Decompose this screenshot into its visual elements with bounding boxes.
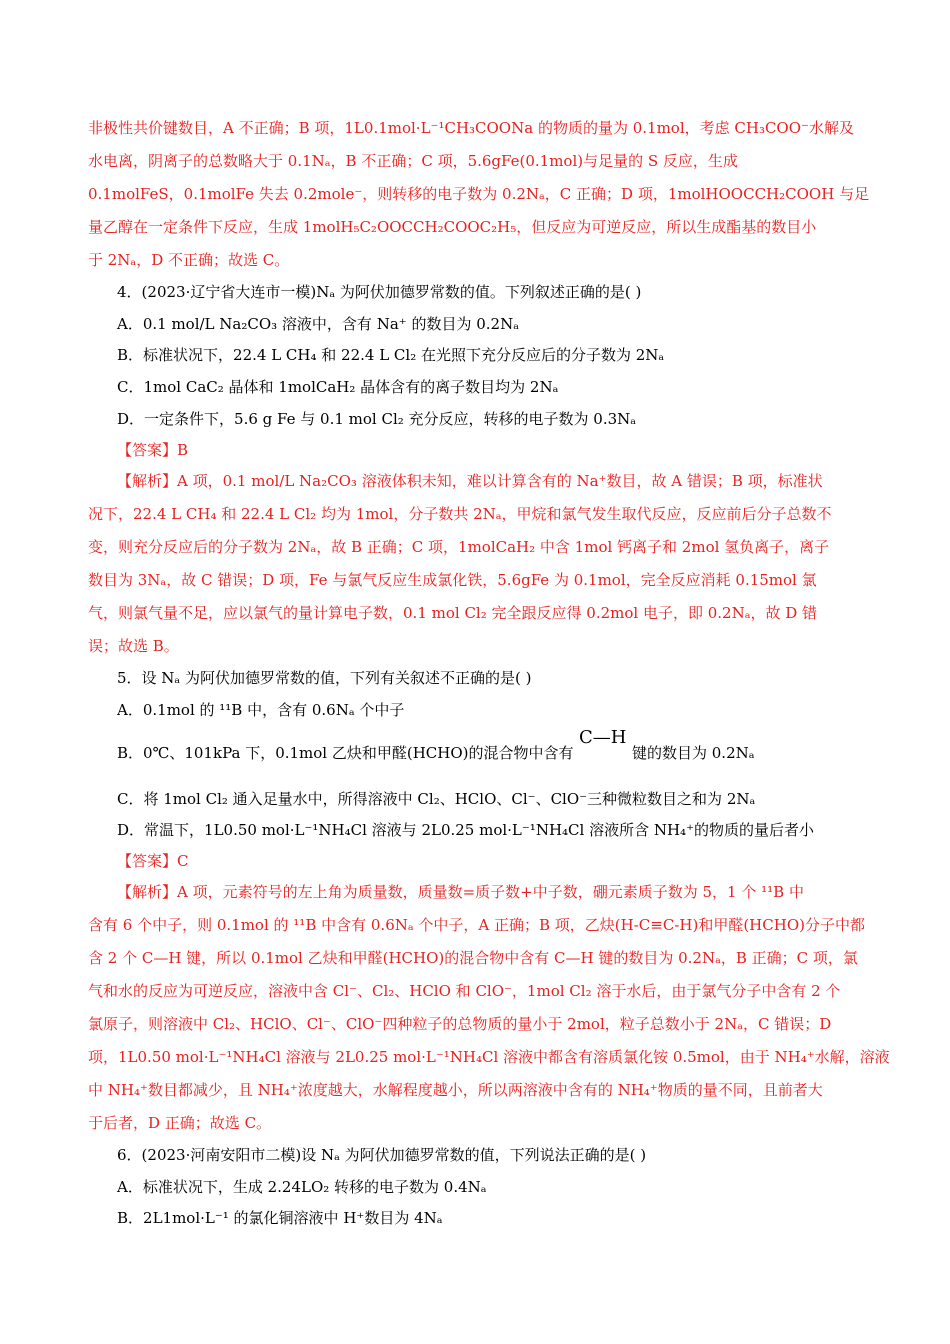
explanation-line: 气和水的反应为可逆反应，溶液中含 Cl⁻、Cl₂、HClO 和 ClO⁻，1mol Cl₂ 溶于水后，由于氯气分子中含有 2 个 xyxy=(88,982,841,1000)
explanation-line: 变，则充分反应后的分子数为 2Nₐ，故 B 正确；C 项，1molCaH₂ 中含 1mol 钙离子和 2mol 氢负离子，离子 xyxy=(88,538,830,556)
explanation-line: 水电离，阴离子的总数略大于 0.1Nₐ，B 不正确；C 项，5.6gFe(0.1mol)与足量的 S 反应，生成 xyxy=(88,152,738,170)
explanation-line: 中 NH₄⁺数目都减少，且 NH₄⁺浓度越大，水解程度越小，所以两溶液中含有的 NH₄⁺物质的量不同，且前者大 xyxy=(88,1081,823,1099)
question-5-option-d: D．常温下，1L0.50 mol·L⁻¹NH₄Cl 溶液与 2L0.25 mol·L⁻¹NH₄Cl 溶液所含 NH₄⁺的物质的量后者小 xyxy=(117,821,814,839)
explanation-line: 0.1molFeS，0.1molFe 失去 0.2mole⁻，则转移的电子数为 0.2Nₐ，C 正确；D 项，1molHOOCCH₂COOH 与足 xyxy=(88,185,870,203)
question-6-option-a: A．标准状况下，生成 2.24LO₂ 转移的电子数为 0.4Nₐ xyxy=(117,1178,487,1196)
question-5-stem: 5．设 Nₐ 为阿伏加德罗常数的值，下列有关叙述不正确的是( ) xyxy=(117,669,532,687)
explanation-line: 【解析】A 项，0.1 mol/L Na₂CO₃ 溶液体积未知，难以计算含有的 Na⁺数目，故 A 错误；B 项，标准状 xyxy=(117,472,823,490)
explanation-line: 项，1L0.50 mol·L⁻¹NH₄Cl 溶液与 2L0.25 mol·L⁻¹NH₄Cl 溶液中都含有溶质氯化铵 0.5mol，由于 NH₄⁺水解，溶液 xyxy=(88,1048,890,1066)
question-6-stem: 6．(2023·河南安阳市二模)设 Nₐ 为阿伏加德罗常数的值，下列说法正确的是( ) xyxy=(117,1146,647,1164)
explanation-line: 含 2 个 C—H 键，所以 0.1mol 乙炔和甲醛(HCHO)的混合物中含有 C—H 键的数目为 0.2Nₐ，B 正确；C 项，氯 xyxy=(88,949,858,967)
explanation-line: 于 2Nₐ，D 不正确；故选 C。 xyxy=(88,251,290,269)
explanation-line: 气，则氯气量不足，应以氯气的量计算电子数，0.1 mol Cl₂ 完全跟反应得 0.2mol 电子，即 0.2Nₐ，故 D 错 xyxy=(88,604,818,622)
question-4-option-d: D．一定条件下，5.6 g Fe 与 0.1 mol Cl₂ 充分反应，转移的电子数为 0.3Nₐ xyxy=(117,410,637,428)
question-4-option-c: C．1mol CaC₂ 晶体和 1molCaH₂ 晶体含有的离子数目均为 2Nₐ xyxy=(117,378,559,396)
explanation-line: 【解析】A 项，元素符号的左上角为质量数，质量数=质子数+中子数，硼元素质子数为 5，1 个 ¹¹B 中 xyxy=(117,883,804,901)
explanation-line: 况下，22.4 L CH₄ 和 22.4 L Cl₂ 均为 1mol，分子数共 2Nₐ，甲烷和氯气发生取代反应，反应前后分子总数不 xyxy=(88,505,832,523)
question-4-option-a: A．0.1 mol/L Na₂CO₃ 溶液中，含有 Na⁺ 的数目为 0.2Nₐ xyxy=(117,315,519,333)
question-5-option-c: C．将 1mol Cl₂ 通入足量水中，所得溶液中 Cl₂、HClO、Cl⁻、ClO⁻三种微粒数目之和为 2Nₐ xyxy=(117,790,756,808)
explanation-line: 含有 6 个中子，则 0.1mol 的 ¹¹B 中含有 0.6Nₐ 个中子，A 正确；B 项，乙炔(H-C≡C-H)和甲醛(HCHO)分子中都 xyxy=(88,916,865,934)
explanation-line: 误；故选 B。 xyxy=(88,637,179,655)
question-4-answer: 【答案】B xyxy=(117,441,189,459)
question-5-option-b: B．0℃、101kPa 下，0.1mol 乙炔和甲醛(HCHO)的混合物中含有 xyxy=(117,744,574,762)
question-5-option-a: A．0.1mol 的 ¹¹B 中，含有 0.6Nₐ 个中子 xyxy=(117,701,405,719)
explanation-line: 量乙醇在一定条件下反应，生成 1molH₅C₂OOCCH₂COOC₂H₅，但反应为可逆反应，所以生成酯基的数目小 xyxy=(88,218,817,236)
question-5-option-b-tail: 键的数目为 0.2Nₐ xyxy=(632,744,755,762)
explanation-line: 非极性共价键数目，A 不正确；B 项，1L0.1mol·L⁻¹CH₃COONa 的物质的量为 0.1mol，考虑 CH₃COO⁻水解及 xyxy=(88,119,854,137)
question-6-option-b: B．2L1mol·L⁻¹ 的氯化铜溶液中 H⁺数目为 4Nₐ xyxy=(117,1209,443,1227)
ch-bond-formula: C—H xyxy=(579,727,627,748)
explanation-line: 于后者，D 正确；故选 C。 xyxy=(88,1114,272,1132)
explanation-line: 氯原子，则溶液中 Cl₂、HClO、Cl⁻、ClO⁻四种粒子的总物质的量小于 2mol，粒子总数小于 2Nₐ，C 错误；D xyxy=(88,1015,832,1033)
question-4-stem: 4．(2023·辽宁省大连市一模)Nₐ 为阿伏加德罗常数的值。下列叙述正确的是( ) xyxy=(117,283,642,301)
explanation-line: 数目为 3Nₐ，故 C 错误；D 项，Fe 与氯气反应生成氯化铁，5.6gFe 为 0.1mol，完全反应消耗 0.15mol 氯 xyxy=(88,571,817,589)
question-5-answer: 【答案】C xyxy=(117,852,189,870)
question-4-option-b: B．标准状况下，22.4 L CH₄ 和 22.4 L Cl₂ 在光照下充分反应后的分子数为 2Nₐ xyxy=(117,346,665,364)
